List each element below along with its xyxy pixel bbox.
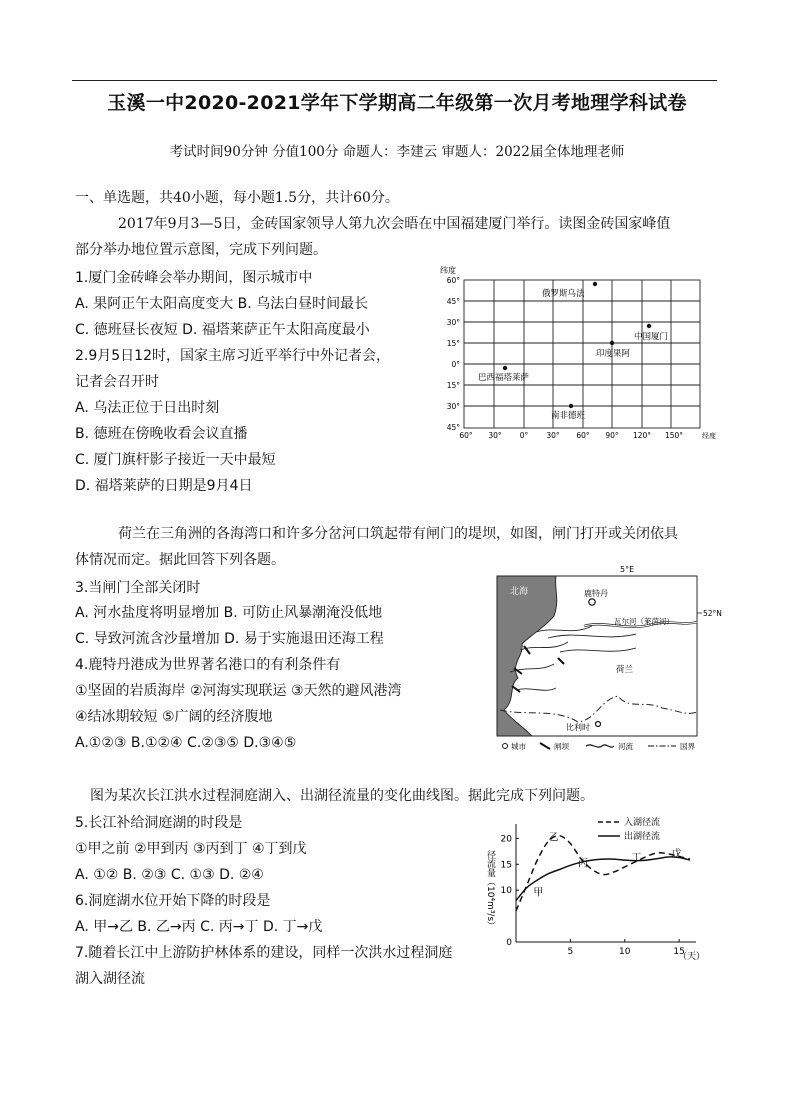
legend-dam: 闸坝 [554, 742, 569, 751]
brics-location-map [438, 262, 728, 442]
city-dot-durban [569, 404, 573, 408]
q2-option-d: D. 福塔莱萨的日期是9月4日 [75, 478, 253, 494]
annotation-label: 戊 [671, 849, 682, 861]
map2-neighbor: 比利时 [566, 723, 590, 732]
map1-ylabel: 纬度 [440, 266, 456, 275]
lat-tick: 45° [446, 423, 460, 432]
lon-tick: 60° [459, 431, 473, 440]
intro1-line1: 2017年9月3—5日，金砖国家领导人第九次会晤在中国福建厦门举行。读图金砖国家峰值 [118, 216, 671, 232]
x-tick-label: 10 [619, 947, 631, 957]
q5-options: A. ①② B. ②③ C. ①③ D. ②④ [75, 867, 264, 883]
y-tick-label: 0 [506, 938, 512, 948]
y-tick-label: 10 [500, 886, 512, 897]
q6-stem: 6.洞庭湖水位开始下降的时段是 [75, 893, 271, 909]
brussels-dot [596, 722, 601, 727]
chart-ylabel: 径流量（10⁴m³/s） [485, 850, 495, 931]
q1-option-ab: A. 果阿正午太阳高度变大 B. 乌法白昼时间最长 [75, 296, 369, 312]
q5-items: ①甲之前 ②甲到丙 ③丙到丁 ④丁到戊 [75, 841, 307, 857]
section-heading: 一、单选题，共40小题，每小题1.5分，共计60分。 [75, 190, 399, 206]
y-tick-label: 20 [500, 834, 512, 845]
q2-option-b: B. 德班在傍晚收看会议直播 [75, 426, 248, 442]
lat-tick: 0° [451, 360, 460, 369]
q6-options: A. 甲→乙 B. 乙→丙 C. 丙→丁 D. 丁→戊 [75, 919, 323, 935]
q4-stem: 4.鹿特丹港成为世界著名港口的有利条件有 [75, 657, 341, 673]
q4-options: A.①②③ B.①②④ C.②③⑤ D.③④⑤ [75, 735, 297, 751]
header-rule [72, 80, 717, 81]
map2-river: 瓦尔河（莱茵河） [614, 617, 674, 626]
city-label-goa: 印度果阿 [596, 349, 631, 359]
q2-stem-line2: 记者会召开时 [75, 374, 159, 390]
map2-lat-label: 52°N [703, 609, 722, 618]
intro2-line2: 体情况而定。据此回答下列各题。 [75, 552, 285, 568]
city-label-ufa: 俄罗斯乌法 [542, 289, 585, 299]
q5-stem: 5.长江补给洞庭湖的时段是 [75, 815, 243, 831]
inflow-series-line [516, 836, 690, 911]
q1-option-cd: C. 德班昼长夜短 D. 福塔莱萨正午太阳高度最小 [75, 322, 370, 338]
city-dot-goa [610, 341, 614, 345]
city-label-xiamen: 中国厦门 [634, 332, 669, 342]
page-title: 玉溪一中2020-2021学年下学期高二年级第一次月考地理学科试卷 [107, 92, 687, 114]
lon-tick: 90° [605, 431, 619, 440]
lat-tick: 60° [446, 276, 460, 285]
legend-inflow: 入湖径流 [624, 818, 661, 828]
intro2-line1: 荷兰在三角洲的各海湾口和许多分岔河口筑起带有闸门的堤坝，如图，闸门打开或关闭依具 [118, 526, 678, 542]
map2-sea: 北海 [510, 587, 529, 597]
annotation-label: 丁 [631, 853, 642, 865]
map2-country: 荷兰 [616, 665, 634, 675]
annotation-label: 甲 [533, 887, 544, 899]
q4-items-2: ④结冰期较短 ⑤广阔的经济腹地 [75, 709, 273, 725]
city-dot-xiamen [647, 324, 651, 328]
legend-outflow: 出湖径流 [624, 832, 661, 842]
legend-river-icon [586, 745, 614, 747]
city-dot-ufa [593, 282, 597, 286]
q4-items-1: ①坚固的岩质海岸 ②河海实现联运 ③天然的避风港湾 [75, 683, 402, 699]
lat-tick: 15° [446, 339, 460, 348]
city-dot-fortaleza [503, 366, 507, 370]
map1-xlabel: 经度 [702, 432, 716, 440]
intro1-line2: 部分举办地位置示意图，完成下列问题。 [75, 242, 327, 258]
lat-tick: 15° [446, 381, 460, 390]
q2-option-a: A. 乌法正位于日出时刻 [75, 400, 220, 416]
lat-tick: 30° [446, 402, 460, 411]
lon-tick: 120° [632, 431, 652, 440]
annotation-label: 丙 [577, 858, 588, 870]
lon-tick: 150° [664, 431, 684, 440]
city-label-durban: 南非德班 [551, 411, 586, 421]
q3-option-cd: C. 导致河流含沙量增加 D. 易于实施退田还海工程 [75, 631, 384, 647]
annotation-label: 乙 [548, 832, 559, 844]
lat-tick: 45° [446, 297, 460, 306]
x-tick-label: 15 [673, 947, 685, 957]
rotterdam-dot [589, 599, 595, 605]
q2-stem-line1: 2.9月5日12时，国家主席习近平举行中外记者会， [75, 348, 390, 364]
map2-port: 鹿特丹 [584, 589, 608, 598]
runoff-chart [478, 814, 708, 966]
legend-city: 城市 [511, 742, 526, 751]
lon-tick: 0° [519, 431, 529, 440]
q2-option-c: C. 厦门旗杆影子接近一天中最短 [75, 452, 276, 468]
netherlands-delta-map [496, 560, 722, 756]
lon-tick: 60° [576, 431, 590, 440]
map2-lon-label: 5°E [620, 565, 635, 574]
q1-stem: 1.厦门金砖峰会举办期间，图示城市中 [75, 270, 313, 286]
legend-border: 国界 [680, 742, 695, 751]
lat-tick: 30° [446, 318, 460, 327]
city-label-fortaleza: 巴西福塔莱萨 [478, 373, 530, 383]
intro3: 图为某次长江洪水过程洞庭湖入、出湖径流量的变化曲线图。据此完成下列问题。 [90, 788, 594, 804]
q3-stem: 3.当闸门全部关闭时 [75, 580, 201, 596]
exam-info: 考试时间90分钟 分值100分 命题人：李建云 审题人：2022届全体地理老师 [169, 144, 625, 160]
chart-xlabel: （天） [678, 952, 706, 962]
q3-option-ab: A. 河水盐度将明显增加 B. 可防止风暴潮淹没低地 [75, 605, 383, 621]
lon-tick: 30° [546, 431, 560, 440]
legend-dam-icon [540, 743, 550, 749]
q7-stem-line2: 湖入湖径流 [75, 971, 145, 987]
lon-tick: 30° [488, 431, 502, 440]
legend-river: 河流 [618, 742, 633, 751]
y-tick-label: 15 [500, 860, 512, 871]
q7-stem-line1: 7.随着长江中上游防护林体系的建设，同样一次洪水过程洞庭 [75, 945, 453, 961]
legend-city-icon [503, 744, 508, 749]
x-tick-label: 5 [567, 947, 574, 957]
